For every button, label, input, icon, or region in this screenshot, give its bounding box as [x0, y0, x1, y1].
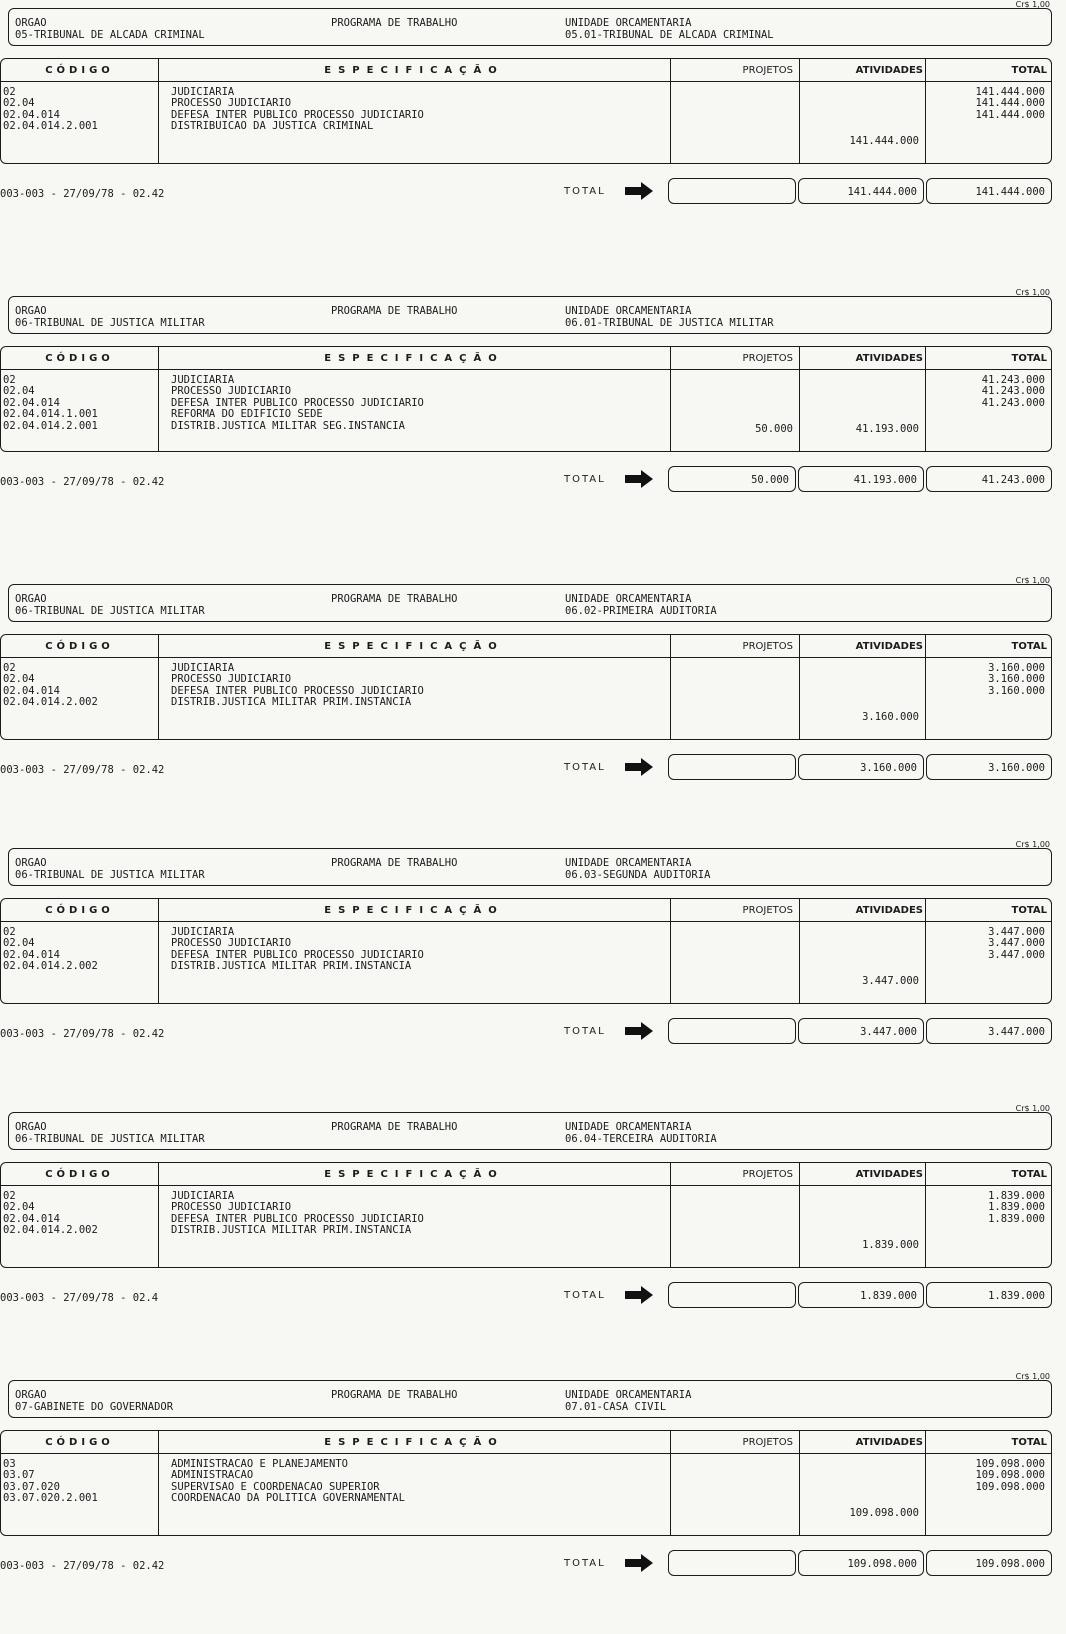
section-header-box	[8, 848, 1052, 886]
sum-projetos-box	[668, 1550, 796, 1576]
spec-cell: DISTRIB.JUSTICA MILITAR PRIM.INSTANCIA	[171, 696, 412, 709]
table-divider	[670, 1431, 671, 1535]
currency-label: Cr$ 1,00	[1015, 288, 1050, 297]
code-cell: 02.04	[3, 1201, 35, 1214]
projetos-value: 50.000	[755, 423, 793, 435]
table-divider	[670, 347, 671, 451]
code-cell: 02	[3, 86, 16, 98]
column-header-codigo: CÓDIGO	[45, 1169, 114, 1180]
budget-table	[0, 898, 1052, 1004]
unidade-value: 06.02-PRIMEIRA AUDITORIA	[565, 605, 717, 617]
sum-total-box: 41.243.000	[926, 466, 1052, 492]
section-header-box	[8, 1380, 1052, 1418]
programa-label: PROGRAMA DE TRABALHO	[331, 1121, 458, 1133]
code-cell: 02.04.014	[3, 684, 60, 697]
spec-cell: PROCESSO JUDICIARIO	[171, 1201, 292, 1214]
footer-total-label: TOTAL	[564, 1026, 606, 1037]
table-divider	[799, 59, 800, 163]
code-cell: 02.04.014	[3, 396, 60, 409]
sum-projetos-box	[668, 754, 796, 780]
table-divider	[925, 635, 926, 739]
orgao-label: ORGAO	[15, 593, 47, 605]
column-header-codigo: CÓDIGO	[45, 353, 114, 364]
spec-cell: COORDENACAO DA POLITICA GOVERNAMENTAL	[171, 1492, 405, 1505]
total-column	[988, 663, 1045, 697]
code-cell: 03.07	[3, 1469, 35, 1482]
total-cell: 3.160.000	[988, 684, 1045, 697]
orgao-value: 07-GABINETE DO GOVERNADOR	[15, 1401, 174, 1413]
spec-cell: PROCESSO JUDICIARIO	[171, 673, 292, 686]
column-header-total: TOTAL	[1011, 353, 1047, 364]
unidade-value: 07.01-CASA CIVIL	[565, 1401, 667, 1413]
unidade-cell	[565, 593, 717, 617]
table-divider	[670, 1163, 671, 1267]
code-cell: 02	[3, 1190, 16, 1202]
table-divider	[799, 635, 800, 739]
spec-cell: ADMINISTRACAO E PLANEJAMENTO	[171, 1458, 349, 1470]
orgao-cell	[15, 593, 205, 617]
column-header-atividades: ATIVIDADES	[855, 1169, 923, 1180]
column-header-projetos: PROJETOS	[742, 1437, 793, 1448]
total-cell: 141.444.000	[975, 108, 1045, 121]
code-cell: 02.04	[3, 97, 35, 110]
header-rule	[158, 81, 1051, 82]
column-header-codigo: CÓDIGO	[45, 641, 114, 652]
orgao-value: 06-TRIBUNAL DE JUSTICA MILITAR	[15, 605, 205, 617]
code-column	[3, 927, 98, 973]
total-column	[988, 927, 1045, 961]
footer-total-label: TOTAL	[564, 1290, 606, 1301]
header-rule	[158, 1453, 1051, 1454]
column-header-projetos: PROJETOS	[742, 1169, 793, 1180]
code-cell: 02.04.014.1.001	[3, 408, 98, 421]
total-cell: 109.098.000	[975, 1480, 1045, 1493]
column-header-atividades: ATIVIDADES	[855, 1437, 923, 1448]
spec-cell: DISTRIB.JUSTICA MILITAR PRIM.INSTANCIA	[171, 1224, 412, 1237]
budget-section	[0, 1104, 1066, 1366]
budget-section	[0, 576, 1066, 838]
code-cell: 02.04	[3, 673, 35, 686]
code-column	[3, 1459, 98, 1505]
orgao-cell	[15, 857, 205, 881]
code-cell: 03	[3, 1458, 16, 1470]
table-divider	[799, 1163, 800, 1267]
programa-label: PROGRAMA DE TRABALHO	[331, 857, 458, 869]
column-header-atividades: ATIVIDADES	[855, 353, 923, 364]
total-cell: 1.839.000	[988, 1201, 1045, 1214]
budget-table	[0, 634, 1052, 740]
spec-column	[171, 87, 424, 133]
code-cell: 02.04.014.2.002	[3, 696, 98, 709]
unidade-cell	[565, 17, 774, 41]
section-header-box	[8, 584, 1052, 622]
spec-column	[171, 663, 424, 709]
spec-cell: DISTRIB.JUSTICA MILITAR SEG.INSTANCIA	[171, 419, 405, 432]
spec-cell: JUDICIARIA	[171, 926, 235, 938]
section-header-box	[8, 296, 1052, 334]
spec-cell: DEFESA INTER PUBLICO PROCESSO JUDICIARIO	[171, 108, 424, 121]
programa-label: PROGRAMA DE TRABALHO	[331, 17, 458, 29]
column-header-atividades: ATIVIDADES	[855, 905, 923, 916]
header-rule	[158, 369, 1051, 370]
column-header-especificacao: ESPECIFICAÇÃO	[324, 65, 504, 76]
unidade-value: 06.04-TERCEIRA AUDITORIA	[565, 1133, 717, 1145]
orgao-cell	[15, 1389, 173, 1413]
column-header-total: TOTAL	[1011, 905, 1047, 916]
code-cell: 02.04.014	[3, 1212, 60, 1225]
unidade-value: 06.03-SEGUNDA AUDITORIA	[565, 869, 711, 881]
table-divider	[799, 347, 800, 451]
unidade-cell	[565, 1389, 691, 1413]
unidade-label: UNIDADE ORCAMENTARIA	[565, 17, 692, 29]
orgao-label: ORGAO	[15, 1389, 47, 1401]
footer-stamp: 003-003 - 27/09/78 - 02.42	[0, 476, 165, 488]
column-header-total: TOTAL	[1011, 65, 1047, 76]
total-cell: 3.160.000	[988, 673, 1045, 686]
column-header-total: TOTAL	[1011, 1169, 1047, 1180]
footer-stamp: 003-003 - 27/09/78 - 02.42	[0, 188, 165, 200]
orgao-label: ORGAO	[15, 305, 47, 317]
column-header-projetos: PROJETOS	[742, 65, 793, 76]
programa-label: PROGRAMA DE TRABALHO	[331, 1389, 458, 1401]
total-cell: 141.444.000	[975, 97, 1045, 110]
column-header-total: TOTAL	[1011, 1437, 1047, 1448]
orgao-value: 06-TRIBUNAL DE JUSTICA MILITAR	[15, 317, 205, 329]
spec-cell: PROCESSO JUDICIARIO	[171, 937, 292, 950]
code-cell: 02	[3, 374, 16, 386]
arrow-right-icon	[624, 758, 654, 776]
header-rule	[1, 657, 158, 658]
spec-cell: ADMINISTRACAO	[171, 1469, 254, 1482]
footer-stamp: 003-003 - 27/09/78 - 02.42	[0, 1028, 165, 1040]
arrow-right-icon	[624, 1286, 654, 1304]
code-column	[3, 375, 98, 432]
footer-stamp: 003-003 - 27/09/78 - 02.4	[0, 1292, 159, 1304]
orgao-cell	[15, 1121, 205, 1145]
budget-table	[0, 58, 1052, 164]
sum-projetos-box	[668, 1018, 796, 1044]
column-header-codigo: CÓDIGO	[45, 1437, 114, 1448]
sum-atividades-box: 141.444.000	[798, 178, 924, 204]
spec-cell: PROCESSO JUDICIARIO	[171, 385, 292, 398]
column-header-atividades: ATIVIDADES	[855, 641, 923, 652]
table-divider	[925, 1163, 926, 1267]
table-divider	[925, 347, 926, 451]
budget-section	[0, 1372, 1066, 1634]
header-rule	[158, 921, 1051, 922]
orgao-value: 05-TRIBUNAL DE ALCADA CRIMINAL	[15, 29, 205, 41]
budget-table	[0, 1430, 1052, 1536]
spec-cell: DEFESA INTER PUBLICO PROCESSO JUDICIARIO	[171, 684, 424, 697]
total-cell: 109.098.000	[975, 1458, 1045, 1470]
orgao-label: ORGAO	[15, 857, 47, 869]
column-header-especificacao: ESPECIFICAÇÃO	[324, 641, 504, 652]
orgao-cell	[15, 17, 205, 41]
section-header-box	[8, 1112, 1052, 1150]
unidade-value: 05.01-TRIBUNAL DE ALCADA CRIMINAL	[565, 29, 774, 41]
spec-cell: DISTRIB.JUSTICA MILITAR PRIM.INSTANCIA	[171, 960, 412, 973]
unidade-cell	[565, 305, 774, 329]
orgao-value: 06-TRIBUNAL DE JUSTICA MILITAR	[15, 869, 205, 881]
sum-projetos-box	[668, 178, 796, 204]
orgao-cell	[15, 305, 205, 329]
code-cell: 02.04.014.2.002	[3, 1224, 98, 1237]
code-cell: 02.04.014.2.001	[3, 120, 98, 133]
table-divider	[925, 1431, 926, 1535]
sum-total-box: 3.447.000	[926, 1018, 1052, 1044]
total-cell: 3.447.000	[988, 926, 1045, 938]
currency-label: Cr$ 1,00	[1015, 840, 1050, 849]
atividades-value: 141.444.000	[849, 135, 919, 147]
unidade-cell	[565, 857, 710, 881]
arrow-right-icon	[624, 1022, 654, 1040]
unidade-label: UNIDADE ORCAMENTARIA	[565, 1389, 692, 1401]
code-cell: 02.04	[3, 937, 35, 950]
atividades-value: 41.193.000	[855, 423, 919, 435]
footer-stamp: 003-003 - 27/09/78 - 02.42	[0, 1560, 165, 1572]
unidade-label: UNIDADE ORCAMENTARIA	[565, 593, 692, 605]
sum-total-box: 3.160.000	[926, 754, 1052, 780]
column-header-atividades: ATIVIDADES	[855, 65, 923, 76]
spec-cell: JUDICIARIA	[171, 86, 235, 98]
column-header-especificacao: ESPECIFICAÇÃO	[324, 1437, 504, 1448]
atividades-value: 1.839.000	[862, 1239, 919, 1251]
spec-cell: JUDICIARIA	[171, 1190, 235, 1202]
code-cell: 02.04	[3, 385, 35, 398]
total-cell: 3.447.000	[988, 937, 1045, 950]
footer-total-label: TOTAL	[564, 474, 606, 485]
total-column	[988, 1191, 1045, 1225]
currency-label: Cr$ 1,00	[1015, 0, 1050, 9]
total-cell: 141.444.000	[975, 86, 1045, 98]
section-header-box	[8, 8, 1052, 46]
arrow-right-icon	[624, 182, 654, 200]
sum-total-box: 141.444.000	[926, 178, 1052, 204]
total-cell: 3.160.000	[988, 662, 1045, 674]
spec-column	[171, 1191, 424, 1237]
total-cell: 41.243.000	[981, 385, 1045, 398]
column-header-projetos: PROJETOS	[742, 641, 793, 652]
currency-label: Cr$ 1,00	[1015, 1372, 1050, 1381]
column-header-projetos: PROJETOS	[742, 905, 793, 916]
table-divider	[670, 59, 671, 163]
table-divider	[799, 899, 800, 1003]
total-cell: 109.098.000	[975, 1469, 1045, 1482]
budget-section	[0, 840, 1066, 1102]
sum-atividades-box: 3.447.000	[798, 1018, 924, 1044]
footer-total-label: TOTAL	[564, 1558, 606, 1569]
orgao-label: ORGAO	[15, 17, 47, 29]
header-rule	[1, 81, 158, 82]
code-cell: 03.07.020.2.001	[3, 1492, 98, 1505]
budget-table	[0, 346, 1052, 452]
budget-section	[0, 288, 1066, 550]
sum-atividades-box: 3.160.000	[798, 754, 924, 780]
sum-atividades-box: 1.839.000	[798, 1282, 924, 1308]
total-cell: 1.839.000	[988, 1212, 1045, 1225]
column-header-codigo: CÓDIGO	[45, 905, 114, 916]
sum-atividades-box: 109.098.000	[798, 1550, 924, 1576]
table-divider	[925, 59, 926, 163]
total-column	[975, 1459, 1045, 1493]
code-cell: 02.04.014.2.001	[3, 419, 98, 432]
column-header-especificacao: ESPECIFICAÇÃO	[324, 905, 504, 916]
total-cell: 41.243.000	[981, 374, 1045, 386]
table-divider	[799, 1431, 800, 1535]
code-cell: 02.04.014	[3, 948, 60, 961]
code-cell: 02	[3, 662, 16, 674]
code-cell: 02.04.014.2.002	[3, 960, 98, 973]
total-column	[982, 375, 1045, 409]
currency-label: Cr$ 1,00	[1015, 1104, 1050, 1113]
header-rule	[158, 657, 1051, 658]
unidade-value: 06.01-TRIBUNAL DE JUSTICA MILITAR	[565, 317, 774, 329]
arrow-right-icon	[624, 1554, 654, 1572]
spec-column	[171, 375, 424, 432]
header-rule	[1, 1185, 158, 1186]
orgao-label: ORGAO	[15, 1121, 47, 1133]
arrow-right-icon	[624, 470, 654, 488]
spec-cell: JUDICIARIA	[171, 374, 235, 386]
atividades-value: 3.160.000	[862, 711, 919, 723]
unidade-label: UNIDADE ORCAMENTARIA	[565, 305, 692, 317]
atividades-value: 109.098.000	[849, 1507, 919, 1519]
unidade-label: UNIDADE ORCAMENTARIA	[565, 857, 692, 869]
budget-table	[0, 1162, 1052, 1268]
spec-cell: PROCESSO JUDICIARIO	[171, 97, 292, 110]
footer-total-label: TOTAL	[564, 762, 606, 773]
programa-label: PROGRAMA DE TRABALHO	[331, 593, 458, 605]
code-cell: 02	[3, 926, 16, 938]
table-divider	[670, 635, 671, 739]
header-rule	[1, 921, 158, 922]
sum-total-box: 109.098.000	[926, 1550, 1052, 1576]
spec-column	[171, 1459, 405, 1505]
code-cell: 02.04.014	[3, 108, 60, 121]
unidade-cell	[565, 1121, 717, 1145]
sum-projetos-box	[668, 1282, 796, 1308]
spec-column	[171, 927, 424, 973]
spec-cell: DEFESA INTER PUBLICO PROCESSO JUDICIARIO	[171, 1212, 424, 1225]
total-cell: 3.447.000	[988, 948, 1045, 961]
programa-label: PROGRAMA DE TRABALHO	[331, 305, 458, 317]
total-column	[975, 87, 1045, 121]
sum-atividades-box: 41.193.000	[798, 466, 924, 492]
spec-cell: DEFESA INTER PUBLICO PROCESSO JUDICIARIO	[171, 396, 424, 409]
total-cell: 1.839.000	[988, 1190, 1045, 1202]
column-header-codigo: CÓDIGO	[45, 65, 114, 76]
currency-label: Cr$ 1,00	[1015, 576, 1050, 585]
budget-section	[0, 0, 1066, 262]
code-column	[3, 1191, 98, 1237]
spec-cell: REFORMA DO EDIFICIO SEDE	[171, 408, 323, 421]
spec-cell: SUPERVISAO E COORDENACAO SUPERIOR	[171, 1480, 380, 1493]
sum-total-box: 1.839.000	[926, 1282, 1052, 1308]
footer-total-label: TOTAL	[564, 186, 606, 197]
header-rule	[158, 1185, 1051, 1186]
table-divider	[670, 899, 671, 1003]
spec-cell: DISTRIBUICAO DA JUSTICA CRIMINAL	[171, 120, 374, 133]
header-rule	[1, 1453, 158, 1454]
footer-stamp: 003-003 - 27/09/78 - 02.42	[0, 764, 165, 776]
table-divider	[925, 899, 926, 1003]
sum-projetos-box: 50.000	[668, 466, 796, 492]
atividades-value: 3.447.000	[862, 975, 919, 987]
spec-cell: JUDICIARIA	[171, 662, 235, 674]
unidade-label: UNIDADE ORCAMENTARIA	[565, 1121, 692, 1133]
column-header-especificacao: ESPECIFICAÇÃO	[324, 1169, 504, 1180]
code-cell: 03.07.020	[3, 1480, 60, 1493]
header-rule	[1, 369, 158, 370]
orgao-value: 06-TRIBUNAL DE JUSTICA MILITAR	[15, 1133, 205, 1145]
spec-cell: DEFESA INTER PUBLICO PROCESSO JUDICIARIO	[171, 948, 424, 961]
column-header-total: TOTAL	[1011, 641, 1047, 652]
code-column	[3, 663, 98, 709]
total-cell: 41.243.000	[981, 396, 1045, 409]
column-header-especificacao: ESPECIFICAÇÃO	[324, 353, 504, 364]
column-header-projetos: PROJETOS	[742, 353, 793, 364]
code-column	[3, 87, 98, 133]
